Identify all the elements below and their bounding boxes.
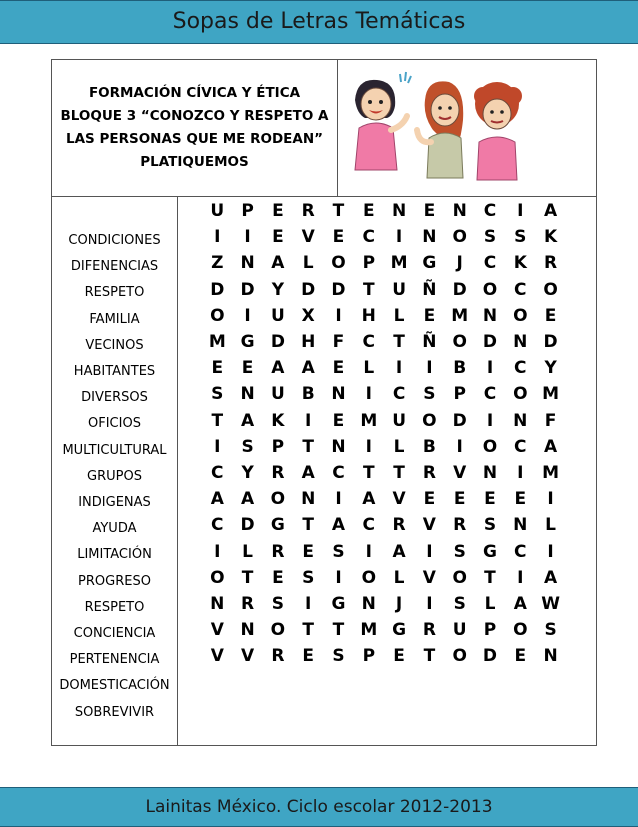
- grid-letter: I: [517, 463, 524, 483]
- grid-letter: D: [452, 410, 467, 431]
- grid-letter: C: [211, 515, 224, 536]
- grid-letter: C: [211, 463, 224, 483]
- grid-letter: L: [242, 541, 254, 562]
- grid-letter: L: [393, 305, 405, 326]
- grid-letter: S: [332, 646, 345, 667]
- grid-letter: Y: [544, 358, 557, 379]
- grid-letter: C: [514, 436, 527, 457]
- subject-line: FORMACIÓN CÍVICA Y ÉTICA: [88, 85, 301, 101]
- grid-letter: M: [542, 384, 560, 405]
- grid-letter: E: [423, 201, 436, 221]
- grid-letter: I: [365, 436, 372, 457]
- grid-letter: I: [486, 358, 494, 379]
- grid-letter: I: [335, 567, 342, 588]
- girls-talking-illustration: [337, 60, 596, 196]
- grid-letter: K: [544, 227, 558, 248]
- word-list-item: CONDICIONES: [68, 233, 161, 248]
- grid-letter: R: [271, 541, 285, 562]
- word-list-item: GRUPOS: [87, 468, 142, 484]
- grid-letter: A: [241, 489, 255, 510]
- grid-letter: A: [392, 541, 406, 562]
- grid-letter: M: [390, 253, 408, 274]
- grid-letter: O: [270, 620, 286, 641]
- grid-letter: S: [211, 384, 224, 405]
- grid-letter: S: [332, 541, 345, 562]
- grid-letter: N: [240, 620, 255, 641]
- subject-line: PLATIQUEMOS: [140, 154, 249, 170]
- grid-letter: X: [301, 305, 315, 326]
- grid-letter: I: [335, 305, 342, 326]
- grid-letter: O: [513, 620, 528, 641]
- grid-letter: L: [302, 253, 314, 274]
- grid-letter: U: [452, 620, 467, 641]
- grid-letter: T: [362, 279, 375, 300]
- girl-right-figure: [474, 82, 522, 180]
- grid-letter: R: [392, 515, 406, 536]
- grid-letter: H: [301, 332, 316, 352]
- grid-letter: N: [240, 384, 255, 405]
- grid-letter: P: [241, 201, 254, 221]
- grid-letter: E: [423, 489, 436, 510]
- grid-letter: D: [270, 332, 285, 352]
- grid-letter: O: [331, 253, 346, 274]
- grid-letter: D: [452, 279, 467, 300]
- grid-letter: I: [426, 541, 433, 562]
- grid-letter: S: [241, 436, 254, 457]
- word-list-item: LIMITACIÓN: [77, 547, 152, 563]
- grid-letter: P: [271, 436, 285, 457]
- grid-letter: O: [452, 567, 467, 588]
- grid-letter: A: [544, 436, 558, 457]
- grid-letter: A: [241, 410, 255, 431]
- grid-letter: O: [452, 227, 467, 248]
- grid-letter: E: [241, 358, 254, 379]
- grid-letter: N: [331, 384, 346, 405]
- grid-letter: E: [332, 410, 345, 431]
- grid-letter: T: [393, 463, 405, 483]
- word-list-item: CONCIENCIA: [73, 626, 156, 641]
- grid-letter: N: [482, 305, 498, 326]
- grid-letter: T: [393, 332, 405, 352]
- grid-letter: F: [544, 410, 557, 431]
- grid-letter: N: [543, 646, 558, 667]
- grid-letter: N: [331, 436, 346, 457]
- grid-letter: D: [240, 279, 255, 300]
- grid-letter: I: [547, 541, 554, 562]
- grid-letter: O: [482, 279, 498, 300]
- grid-letter: P: [362, 646, 376, 667]
- grid-letter: T: [302, 436, 314, 457]
- grid-letter: E: [272, 227, 284, 248]
- worksheet: [51, 59, 597, 746]
- grid-letter: D: [543, 332, 558, 352]
- grid-letter: V: [392, 489, 406, 510]
- grid-letter: A: [301, 358, 315, 379]
- grid-letter: M: [208, 332, 226, 352]
- grid-letter: O: [422, 410, 437, 431]
- grid-letter: C: [362, 332, 376, 352]
- grid-letter: A: [331, 515, 346, 536]
- grid-letter: G: [392, 620, 407, 641]
- grid-letter: R: [271, 463, 285, 483]
- grid-letter: E: [393, 646, 405, 667]
- word-list-item: MULTICULTURAL: [62, 442, 167, 458]
- grid-letter: J: [395, 594, 403, 614]
- grid-letter: A: [362, 489, 376, 510]
- grid-letter: B: [453, 358, 467, 379]
- grid-letter: D: [210, 279, 225, 300]
- grid-letter: I: [395, 227, 403, 248]
- grid-letter: D: [331, 279, 346, 300]
- grid-letter: T: [484, 567, 496, 588]
- grid-letter: O: [210, 305, 225, 326]
- page-title: Sopas de Letras Temáticas: [172, 9, 466, 34]
- grid-letter: L: [393, 567, 405, 588]
- grid-letter: C: [514, 279, 527, 300]
- grid-letter: N: [301, 489, 316, 510]
- grid-letter: O: [452, 646, 467, 667]
- grid-letter: G: [422, 253, 437, 274]
- grid-letter: O: [482, 436, 498, 457]
- grid-letter: N: [422, 227, 437, 248]
- grid-letter: K: [271, 410, 285, 431]
- grid-letter: H: [361, 305, 376, 326]
- page-title-band: [0, 0, 638, 44]
- grid-letter: U: [210, 201, 225, 221]
- letter-grid: [178, 197, 596, 745]
- grid-letter: F: [332, 332, 345, 352]
- grid-letter: D: [301, 279, 316, 300]
- grid-letter: O: [270, 489, 286, 510]
- grid-letter: G: [270, 515, 285, 536]
- grid-letter: S: [271, 594, 285, 614]
- grid-letter: T: [302, 620, 314, 641]
- grid-letter: N: [482, 463, 498, 483]
- word-list-item: HABITANTES: [73, 364, 156, 379]
- grid-letter: V: [453, 463, 467, 483]
- grid-letter: S: [544, 620, 557, 641]
- grid-letter: A: [513, 594, 527, 614]
- grid-letter: A: [210, 489, 224, 510]
- grid-letter: Z: [211, 253, 224, 274]
- grid-letter: U: [392, 410, 406, 431]
- word-list-item: OFICIOS: [88, 416, 141, 432]
- grid-letter: R: [271, 646, 285, 667]
- grid-letter: E: [211, 358, 224, 379]
- grid-letter: N: [513, 332, 528, 352]
- grid-letter: Y: [241, 463, 254, 483]
- grid-letter: E: [272, 201, 284, 221]
- grid-letter: C: [514, 358, 527, 379]
- grid-letter: L: [363, 358, 375, 379]
- grid-letter: P: [453, 384, 466, 405]
- grid-letter: D: [482, 646, 498, 667]
- grid-letter: C: [332, 463, 345, 483]
- grid-letter: I: [214, 227, 221, 248]
- word-list-item: RESPETO: [84, 285, 145, 301]
- grid-letter: G: [483, 541, 497, 562]
- illustration-svg: [337, 60, 596, 196]
- grid-letter: Y: [271, 279, 285, 300]
- grid-letter: R: [301, 201, 315, 221]
- grid-letter: I: [426, 594, 433, 614]
- word-list: [52, 197, 178, 745]
- grid-letter: E: [332, 227, 345, 248]
- footer-text: Lainitas México. Ciclo escolar 2012-2013: [145, 797, 493, 817]
- grid-letter: S: [483, 515, 497, 536]
- word-list-item: FAMILIA: [89, 311, 140, 327]
- grid-letter: Ñ: [422, 332, 437, 352]
- grid-letter: T: [423, 646, 436, 667]
- grid-letter: O: [452, 332, 467, 352]
- grid-letter: E: [514, 489, 527, 510]
- grid-letter: E: [484, 489, 496, 510]
- grid-letter: S: [453, 541, 466, 562]
- grid-letter: U: [270, 384, 285, 405]
- grid-letter: A: [271, 358, 285, 379]
- grid-letter: S: [302, 567, 315, 588]
- word-list-item: AYUDA: [92, 521, 137, 537]
- grid-letter: E: [423, 305, 436, 326]
- grid-letter: U: [270, 305, 285, 326]
- grid-letter: M: [360, 620, 378, 641]
- grid-letter: B: [422, 436, 436, 457]
- grid-letter: L: [484, 594, 496, 614]
- grid-letter: I: [486, 410, 494, 431]
- grid-letter: S: [483, 227, 497, 248]
- grid-letter: K: [513, 253, 527, 274]
- grid-letter: C: [483, 201, 497, 221]
- grid-letter: M: [451, 305, 469, 326]
- grid-letter: S: [423, 384, 436, 405]
- grid-letter: C: [392, 384, 406, 405]
- grid-letter: P: [362, 253, 376, 274]
- grid-letter: T: [241, 567, 254, 588]
- grid-letter: N: [513, 515, 528, 536]
- word-list-item: SOBREVIVIR: [74, 704, 155, 720]
- grid-letter: N: [513, 410, 528, 431]
- grid-letter: T: [332, 620, 345, 641]
- grid-letter: I: [305, 594, 312, 614]
- word-list-item: INDIGENAS: [78, 495, 151, 510]
- grid-letter: V: [422, 567, 436, 588]
- subject-header: [52, 60, 338, 196]
- grid-letter: I: [214, 541, 221, 562]
- grid-letter: O: [513, 384, 528, 405]
- grid-letter: O: [543, 279, 558, 300]
- grid-letter: E: [362, 201, 375, 221]
- grid-letter: A: [301, 463, 315, 483]
- subject-line: BLOQUE 3 “CONOZCO Y RESPETO A: [60, 108, 329, 124]
- grid-letter: R: [241, 594, 255, 614]
- grid-letter: V: [301, 227, 315, 248]
- grid-letter: O: [361, 567, 377, 588]
- grid-letter: E: [453, 489, 466, 510]
- grid-letter: C: [514, 541, 527, 562]
- grid-letter: D: [482, 332, 498, 352]
- grid-letter: E: [302, 646, 314, 667]
- subject-line: LAS PERSONAS QUE ME RODEAN”: [66, 131, 323, 147]
- grid-letter: I: [395, 358, 403, 379]
- grid-letter: E: [272, 567, 284, 588]
- grid-letter: C: [362, 227, 376, 248]
- grid-letter: I: [517, 201, 524, 221]
- girl-middle-figure: [417, 81, 463, 178]
- grid-letter: O: [210, 567, 225, 588]
- speech-lines-icon: [400, 72, 411, 83]
- grid-letter: I: [244, 305, 251, 326]
- grid-letter: E: [332, 358, 345, 379]
- grid-letter: S: [453, 594, 466, 614]
- word-list-item: VECINOS: [85, 337, 144, 353]
- grid-letter: L: [393, 436, 405, 457]
- girl-left-figure: [355, 80, 407, 170]
- grid-letter: C: [483, 384, 497, 405]
- grid-letter: P: [483, 620, 497, 641]
- grid-letter: N: [210, 594, 225, 614]
- grid-letter: E: [544, 305, 557, 326]
- grid-letter: N: [240, 253, 255, 274]
- word-list-item: PROGRESO: [78, 573, 151, 589]
- grid-letter: E: [514, 646, 527, 667]
- word-list-item: DIVERSOS: [81, 390, 148, 406]
- grid-letter: I: [517, 567, 524, 588]
- grid-letter: I: [244, 227, 251, 248]
- grid-letter: A: [271, 253, 285, 274]
- grid-letter: V: [241, 646, 255, 667]
- grid-letter: N: [452, 201, 467, 221]
- grid-letter: O: [513, 305, 528, 326]
- grid-letter: T: [362, 463, 375, 483]
- grid-letter: W: [541, 594, 560, 614]
- grid-letter: I: [365, 541, 372, 562]
- grid-letter: N: [391, 201, 407, 221]
- grid-letter: A: [544, 201, 558, 221]
- grid-letter: T: [211, 410, 224, 431]
- word-list-item: DIFENENCIAS: [70, 259, 159, 275]
- word-list-item: DOMESTICACIÓN: [59, 678, 170, 694]
- grid-letter: R: [422, 463, 436, 483]
- grid-letter: I: [335, 489, 342, 510]
- grid-letter: I: [305, 410, 312, 431]
- grid-letter: T: [302, 515, 314, 536]
- grid-letter: M: [360, 410, 378, 431]
- grid-letter: I: [426, 358, 433, 379]
- grid-letter: D: [240, 515, 255, 536]
- grid-letter: R: [422, 620, 436, 641]
- grid-letter: J: [456, 253, 463, 274]
- grid-letter: R: [453, 515, 467, 536]
- grid-letter: E: [302, 541, 314, 562]
- grid-letter: C: [362, 515, 376, 536]
- grid-letter: V: [422, 515, 436, 536]
- grid-letter: C: [483, 253, 497, 274]
- grid-letter: V: [210, 646, 224, 667]
- footer-band: [0, 787, 638, 827]
- grid-letter: M: [542, 463, 560, 483]
- grid-letter: B: [301, 384, 315, 405]
- grid-letter: I: [214, 436, 221, 457]
- grid-letter: V: [210, 620, 224, 641]
- grid-letter: I: [365, 384, 372, 405]
- grid-letter: I: [547, 489, 554, 510]
- grid-letter: G: [331, 594, 346, 614]
- word-list-item: RESPETO: [84, 599, 145, 615]
- grid-letter: I: [456, 436, 463, 457]
- grid-letter: G: [240, 332, 255, 352]
- grid-letter: T: [332, 201, 345, 221]
- grid-letter: R: [544, 253, 558, 274]
- word-list-item: PERTENENCIA: [69, 652, 160, 668]
- grid-letter: N: [361, 594, 376, 614]
- grid-letter: S: [514, 227, 527, 248]
- grid-letter: L: [545, 515, 557, 536]
- grid-letter: Ñ: [422, 279, 437, 300]
- grid-letter: A: [544, 567, 558, 588]
- grid-letter: U: [392, 279, 406, 300]
